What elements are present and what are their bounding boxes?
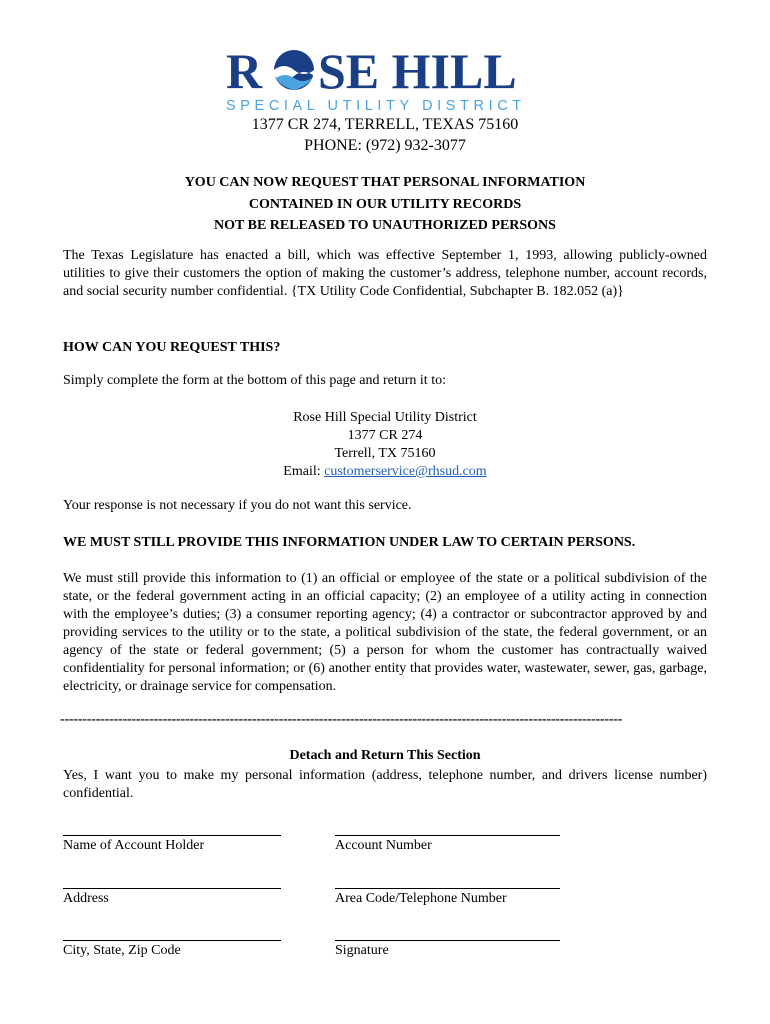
- address-label: Address: [63, 891, 109, 906]
- signature-line[interactable]: [335, 940, 560, 941]
- address-line: 1377 CR 274, TERRELL, TEXAS 75160: [251, 116, 519, 133]
- heading-line-3: NOT BE RELEASED TO UNAUTHORIZED PERSONS: [214, 218, 556, 233]
- heading-line-1: YOU CAN NOW REQUEST THAT PERSONAL INFORMATION: [184, 175, 586, 190]
- logo-word-se-hill: SE HILL: [318, 44, 517, 99]
- water-drop-icon: [274, 50, 314, 90]
- mailing-email-row: [0, 463, 770, 481]
- account-label: Account Number: [335, 838, 432, 853]
- detach-dashed-line: ------------------------------------------------------------------------------------------------------------------------------: [60, 712, 623, 727]
- must-paragraph: We must still provide this information to (1) an official or employee of the state or a political subdivision of the state, or the federal government acting in an official capacity; (2) an employee of a utility acting in connection with the employee’s duties; (3) a consumer reporting agency; (4) a contractor or subcontractor approved by and providing services to the utility or to the state, a political subdivision of the state, the federal government, or an agency of the state or federal government; (5) a person for whom the customer has contractually waived confidentiality for personal information; or (6) another entity that provides water, wastewater, sewer, gas, garbage, electricity, or drainage service for compensation.: [63, 571, 707, 694]
- city-line[interactable]: [63, 940, 281, 941]
- email-link[interactable]: customerservice@rhsud.com: [324, 464, 487, 479]
- intro-paragraph: The Texas Legislature has enacted a bill, which was effective September 1, 1993, allowing publicly-owned utilities to give their customers the option of making the customer’s address, telephone number, account records, and social security number confidential. {TX Utility Code Confidential, Subchapter B. 182.052 (a)}: [63, 248, 707, 299]
- phone-line: PHONE: (972) 932-3077: [304, 137, 466, 154]
- account-line[interactable]: [335, 835, 560, 836]
- mailing-street: 1377 CR 274: [347, 428, 423, 443]
- logo-subtitle: SPECIAL UTILITY DISTRICT: [226, 98, 526, 114]
- mailing-address: [0, 409, 770, 481]
- phone-line-field[interactable]: [335, 888, 560, 889]
- logo-letter-r: R: [226, 44, 263, 99]
- email-label: Email:: [283, 464, 325, 479]
- signature-label: Signature: [335, 943, 389, 958]
- mailing-city: Terrell, TX 75160: [334, 446, 436, 461]
- name-label: Name of Account Holder: [63, 838, 205, 853]
- main-heading: [0, 172, 770, 237]
- heading-line-2: CONTAINED IN OUR UTILITY RECORDS: [248, 196, 522, 212]
- mailing-name: Rose Hill Special Utility District: [293, 410, 477, 425]
- detach-heading: Detach and Return This Section: [289, 748, 481, 763]
- phone-label: Area Code/Telephone Number: [335, 891, 507, 906]
- address-line-field[interactable]: [63, 888, 281, 889]
- not-necessary-text: Your response is not necessary if you do not want this service.: [63, 498, 412, 513]
- must-heading: WE MUST STILL PROVIDE THIS INFORMATION UNDER LAW TO CERTAIN PERSONS.: [63, 535, 636, 550]
- city-label: City, State, Zip Code: [63, 943, 181, 958]
- consent-text: Yes, I want you to make my personal information (address, telephone number, and drivers license number) confidential.: [63, 768, 707, 801]
- how-heading: HOW CAN YOU REQUEST THIS?: [63, 340, 281, 355]
- how-text: Simply complete the form at the bottom of this page and return it to:: [63, 373, 446, 388]
- rose-hill-logo: [222, 44, 548, 114]
- name-line[interactable]: [63, 835, 281, 836]
